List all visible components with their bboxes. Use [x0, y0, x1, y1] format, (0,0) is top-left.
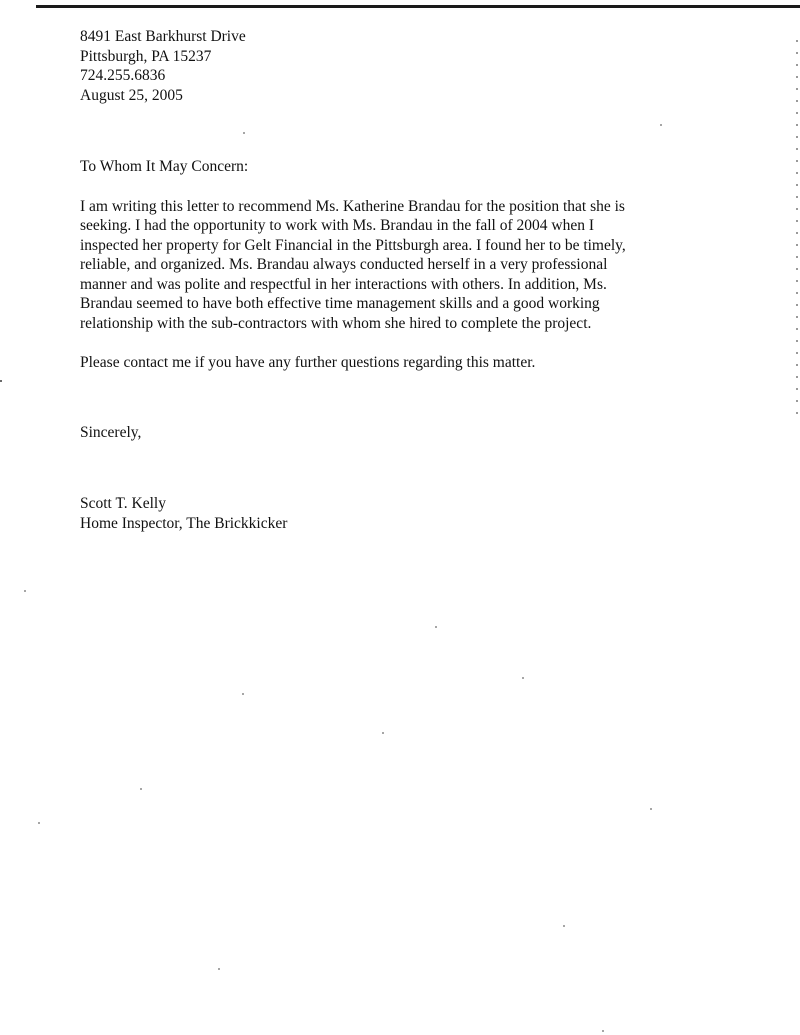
- body-paragraph-2: Please contact me if you have any further questions regarding this matter.: [80, 354, 536, 371]
- scan-speck: [563, 925, 565, 927]
- sender-street: 8491 East Barkhurst Drive: [80, 28, 246, 45]
- letter-content: [80, 27, 680, 533]
- sender-city-state-zip: Pittsburgh, PA 15237: [80, 47, 212, 65]
- scan-speck: [602, 1030, 604, 1032]
- scan-speck: [24, 590, 26, 592]
- scan-speck: [522, 677, 524, 679]
- sender-phone: 724.255.6836: [80, 67, 166, 84]
- scan-speck: [650, 808, 652, 810]
- scan-speck: [242, 693, 244, 695]
- scan-speck: [218, 968, 220, 970]
- body-line: I am writing this letter to recommend Ms. Katherine Brandau for the position that she is: [80, 197, 625, 215]
- body-line: manner and was polite and respectful in her interactions with others. In addition, Ms.: [80, 275, 607, 293]
- body-line: seeking. I had the opportunity to work with Ms. Brandau in the fall of 2004 when I: [80, 217, 594, 234]
- scan-speck: [435, 626, 437, 628]
- letter-date: August 25, 2005: [80, 86, 183, 104]
- salutation: To Whom It May Concern:: [80, 158, 249, 175]
- scan-edge-marks: [796, 40, 798, 420]
- closing: Sincerely,: [80, 423, 142, 441]
- scan-speck: [0, 380, 2, 382]
- signer-name: Scott T. Kelly: [80, 495, 166, 512]
- scan-speck: [382, 732, 384, 734]
- top-border-line: [36, 5, 800, 8]
- body-line: relationship with the sub-contractors with whom she hired to complete the project.: [80, 314, 592, 332]
- sender-address-block: [80, 27, 680, 105]
- signature-block: [80, 494, 680, 533]
- scan-speck: [38, 822, 40, 824]
- body-line: inspected her property for Gelt Financial in the Pittsburgh area. I found her to be timely,: [80, 236, 626, 254]
- scan-speck: [140, 788, 142, 790]
- body-paragraph-1: [80, 197, 670, 334]
- signer-title: Home Inspector, The Brickkicker: [80, 514, 288, 532]
- body-line: reliable, and organized. Ms. Brandau always conducted herself in a very professional: [80, 256, 608, 273]
- body-line: Brandau seemed to have both effective time management skills and a good working: [80, 295, 600, 312]
